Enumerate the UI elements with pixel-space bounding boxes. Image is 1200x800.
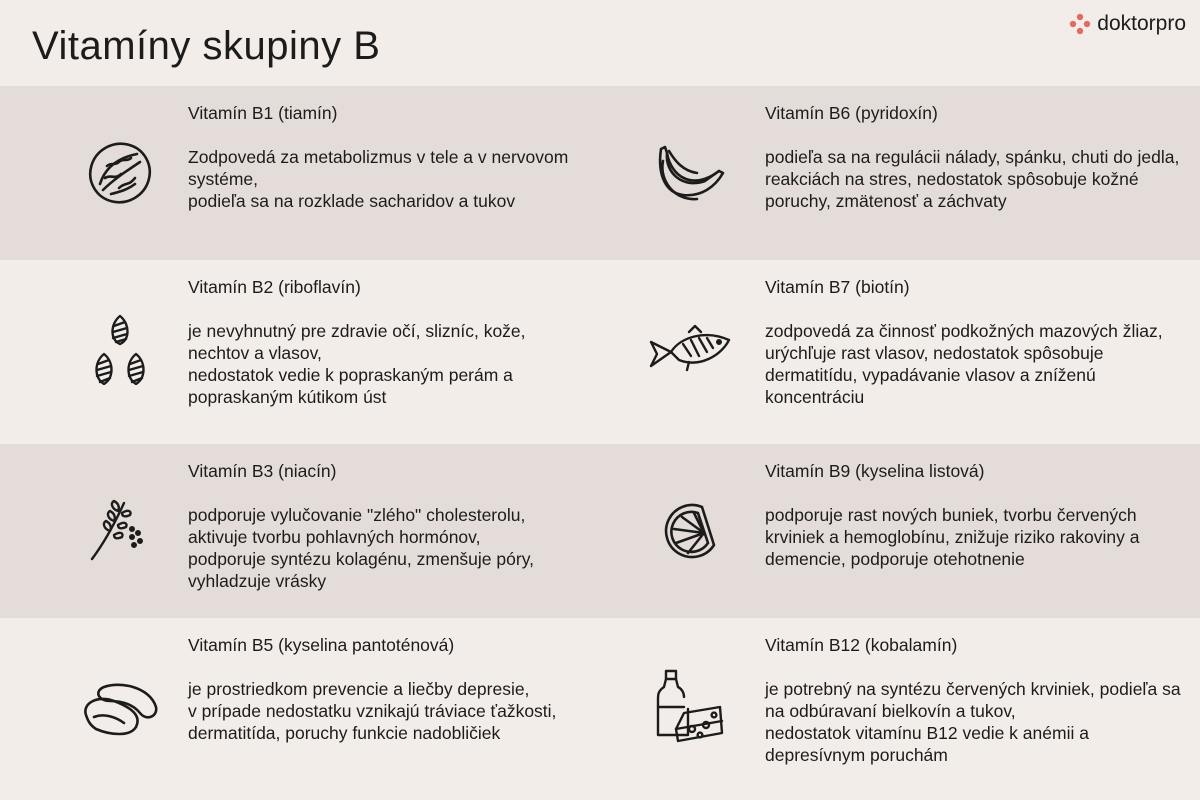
vitamin-name: Vitamín B3 (niacín) bbox=[188, 461, 337, 481]
vitamin-card-b5 bbox=[0, 618, 600, 800]
vitamin-name: Vitamín B1 (tiamín) bbox=[188, 103, 338, 123]
vitamin-card-b1 bbox=[0, 86, 600, 260]
vitamin-name: Vitamín B6 (pyridoxín) bbox=[765, 103, 938, 123]
table-row bbox=[0, 86, 1200, 260]
vitamin-table bbox=[0, 86, 1200, 800]
almonds-icon bbox=[70, 260, 170, 444]
banana-icon bbox=[640, 86, 740, 260]
fish-icon bbox=[640, 260, 740, 444]
vitamin-card-b6 bbox=[600, 86, 1200, 260]
vitamin-description: Zodpovedá za metabolizmus v tele a v nervovom systéme, podieľa sa na rozklade sacharidov a tukov bbox=[188, 147, 569, 211]
table-row bbox=[0, 618, 1200, 800]
citrus-slice-icon bbox=[640, 444, 740, 618]
vitamin-card-b3 bbox=[0, 444, 600, 618]
vitamin-card-b9 bbox=[600, 444, 1200, 618]
walnut-icon bbox=[70, 86, 170, 260]
vitamin-name: Vitamín B7 (biotín) bbox=[765, 277, 910, 297]
vitamin-name: Vitamín B9 (kyselina listová) bbox=[765, 461, 985, 481]
vitamin-description: je prostriedkom prevencie a liečby depresie, v prípade nedostatku vznikajú tráviace ťažkosti, dermatitída, poruchy funkcie nadobličiek bbox=[188, 679, 557, 743]
vitamin-name: Vitamín B2 (riboflavín) bbox=[188, 277, 361, 297]
brand-logo[interactable] bbox=[1069, 12, 1186, 36]
vitamin-card-b7 bbox=[600, 260, 1200, 444]
table-row bbox=[0, 444, 1200, 618]
vitamin-description: zodpovedá za činnosť podkožných mazových žliaz, urýchľuje rast vlasov, nedostatok spôsobuje dermatitídu, vypadávanie vlasov a zníženú koncentráciu bbox=[765, 321, 1163, 407]
vitamin-name: Vitamín B12 (kobalamín) bbox=[765, 635, 958, 655]
vitamin-card-b12 bbox=[600, 618, 1200, 800]
vitamin-name: Vitamín B5 (kyselina pantoténová) bbox=[188, 635, 455, 655]
vitamin-description: podieľa sa na regulácii nálady, spánku, chuti do jedla, reakciách na stres, nedostatok spôsobuje kožné poruchy, zmätenosť a záchvaty bbox=[765, 147, 1180, 211]
vitamin-description: je potrebný na syntézu červených krviniek, podieľa sa na odbúravaní bielkovín a tukov, nedostatok vitamínu B12 vedie k anémii a depresívnym poruchám bbox=[765, 679, 1181, 765]
vitamin-description: podporuje rast nových buniek, tvorbu červených krviniek a hemoglobínu, znižuje riziko rakoviny a demencie, podporuje otehotnenie bbox=[765, 505, 1140, 569]
milk-cheese-icon bbox=[640, 618, 740, 800]
vitamin-description: podporuje vylučovanie "zlého" cholesterolu, aktivuje tvorbu pohlavných hormónov, podporuje syntézu kolagénu, zmenšuje póry, vyhladzuje vrásky bbox=[188, 505, 535, 591]
wheat-icon bbox=[70, 444, 170, 618]
beans-icon bbox=[70, 618, 170, 800]
logo-icon bbox=[1069, 13, 1091, 35]
vitamin-description: je nevyhnutný pre zdravie očí, slizníc, kože, nechtov a vlasov, nedostatok vedie k popraskaným perám a popraskaným kútikom úst bbox=[188, 321, 526, 407]
table-row bbox=[0, 260, 1200, 444]
brand-name: doktorpro bbox=[1097, 12, 1186, 35]
vitamin-card-b2 bbox=[0, 260, 600, 444]
page-title: Vitamíny skupiny B bbox=[32, 24, 381, 68]
